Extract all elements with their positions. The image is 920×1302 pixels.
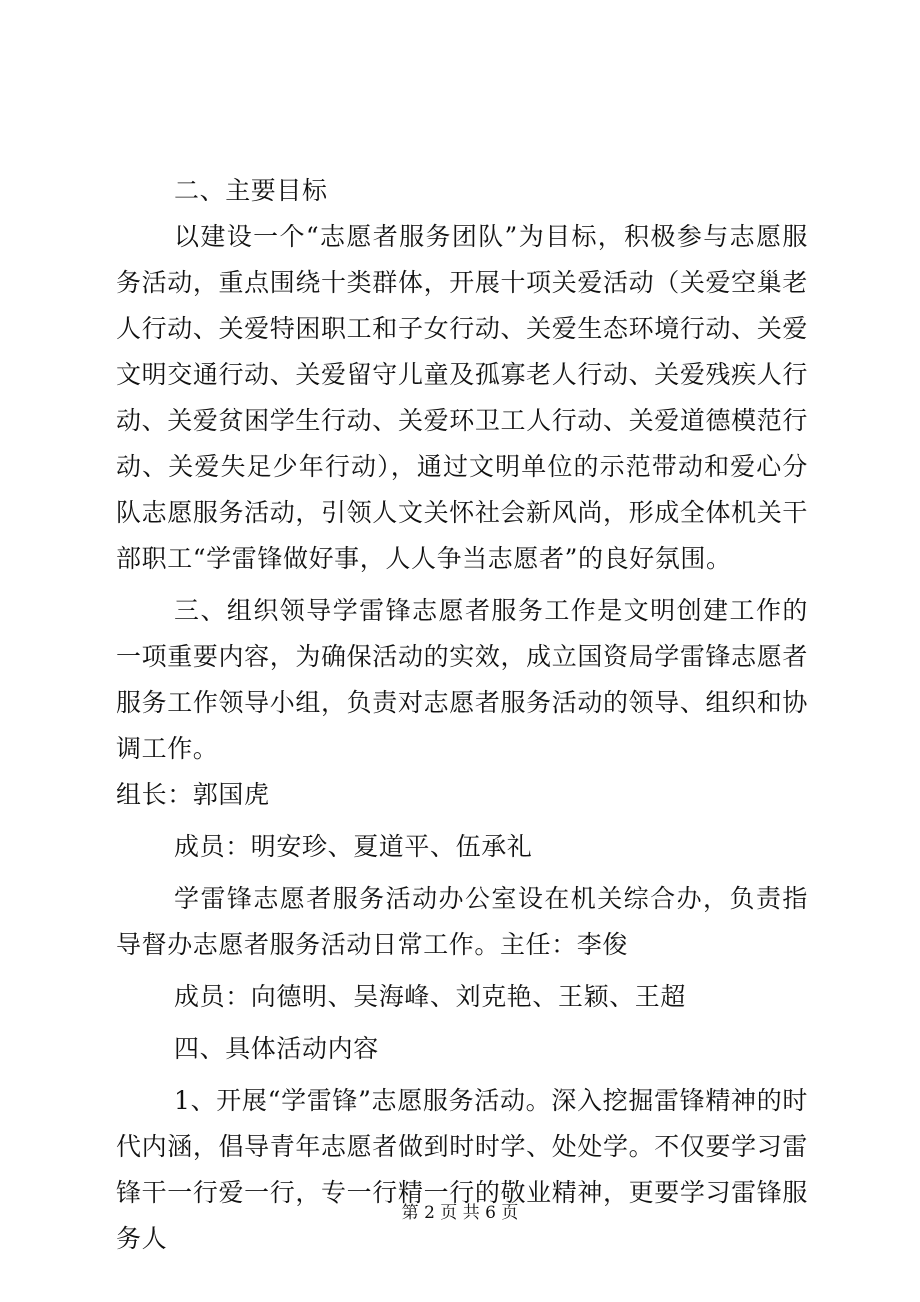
document-body: [116, 168, 808, 1262]
office-paragraph: 学雷锋志愿者服务活动办公室设在机关综合办，负责指导督办志愿者服务活动日常工作。主任：李俊: [116, 884, 808, 959]
section-heading-goals: 二、主要目标: [174, 176, 328, 205]
goals-paragraph: 以建设一个“志愿者服务团队”为目标，积极参与志愿服务活动，重点围绕十类群体，开展十项关爱活动（关爱空巢老人行动、关爱特困职工和子女行动、关爱生态环境行动、关爱文明交通行动、关爱留守儿童及孤寡老人行动、关爱残疾人行动、关爱贫困学生行动、关爱环卫工人行动、关爱道德模范行动、关爱失足少年行动），通过文明单位的示范带动和爱心分队志愿服务活动，引领人文关怀社会新风尚，形成全体机关干部职工“学雷锋做好事，人人争当志愿者”的良好氛围。: [116, 222, 808, 573]
activity-paragraph-1: 1、开展“学雷锋”志愿服务活动。深入挖掘雷锋精神的时代内涵，倡导青年志愿者做到时时学、处处学。不仅要学习雷锋干一行爱一行，专一行精一行的敬业精神，更要学习雷锋服务人: [116, 1086, 808, 1253]
leader-line: 组长：郭国虎: [116, 780, 270, 809]
members-line-2: 成员：向德明、吴海峰、刘克艳、王颖、王超: [174, 982, 687, 1011]
page-footer: 第 2 页 共 6 页: [401, 1203, 519, 1223]
section-heading-activities: 四、具体活动内容: [174, 1034, 379, 1063]
organization-paragraph: 三、组织领导学雷锋志愿者服务工作是文明创建工作的一项重要内容，为确保活动的实效，成立国资局学雷锋志愿者服务工作领导小组，负责对志愿者服务活动的领导、组织和协调工作。: [116, 596, 808, 763]
members-line-1: 成员：明安珍、夏道平、伍承礼: [174, 832, 533, 861]
